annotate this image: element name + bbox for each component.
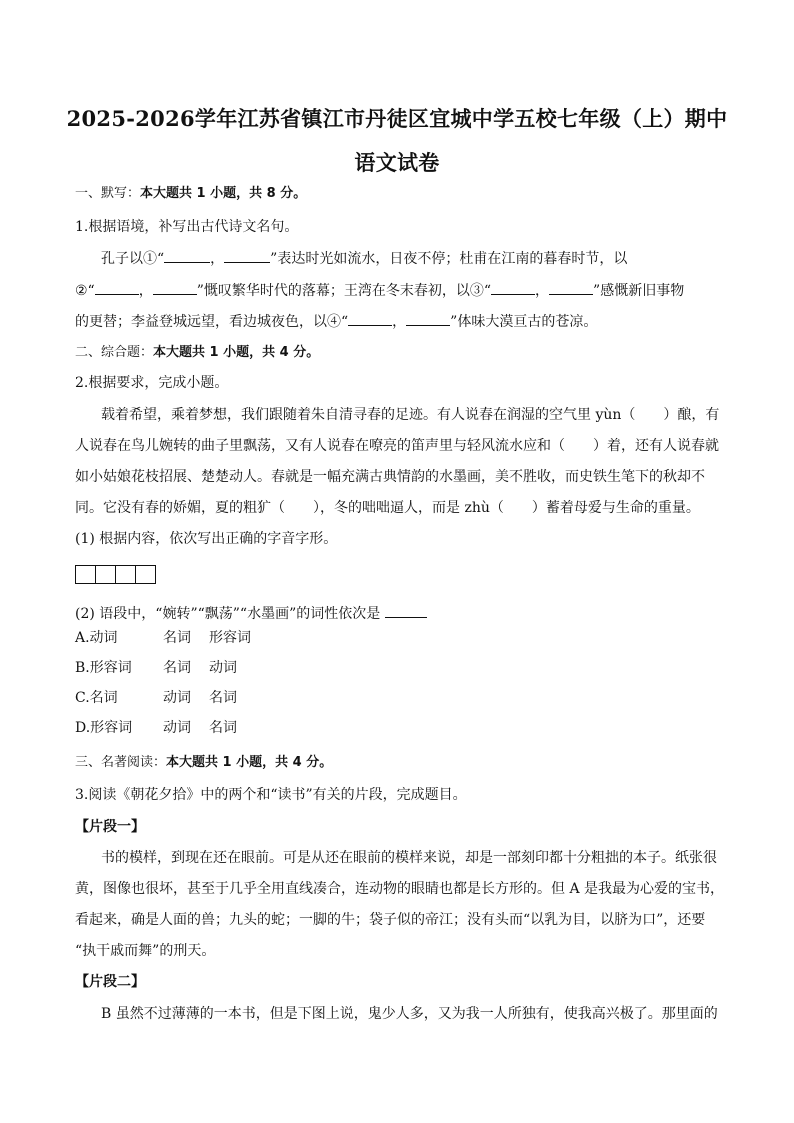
option-a[interactable] [75,628,251,648]
answer-box[interactable] [115,565,136,584]
passage-line: 载着希望，乘着梦想，我们跟随着朱自清寻春的足迹。有人说春在润湿的空气里 yùn（ ）酿，有 [101,407,720,423]
passage-line: 人说春在鸟儿婉转的曲子里飘荡，又有人说春在嘹亮的笛声里与轻风流水应和（ ）着，还有人说春就 [75,438,719,454]
text-segment: ， [392,314,407,330]
section-1-heading [75,184,306,204]
option-label: A.动词 [75,630,118,646]
text-segment: ”表达时光如流水，日夜不停；杜甫在江南的暮春时节，以 [270,251,628,267]
option-label: B.形容词 [75,660,132,676]
sub-question-1: (1) 根据内容，依次写出正确的字音字形。 [75,531,338,547]
answer-blank[interactable] [385,603,427,618]
text-segment: ， [138,283,153,299]
question-3-stem: 3.阅读《朝花夕拾》中的两个和“读书”有关的片段，完成题目。 [75,787,467,803]
text-segment: 的更替；李益登城远望，看边城夜色，以④“ [75,314,349,330]
option-word: 动词 [163,690,191,706]
section-2-number: 二、综合题： [75,345,154,360]
option-label: C.名词 [75,690,118,706]
passage-line: 同。它没有春的娇媚，夏的粗犷（ ），冬的咄咄逼人，而是 zhù（ ）蓄着母爱与生命的重量。 [75,500,700,516]
fragment-2-label: 【片段二】 [75,974,145,990]
option-c[interactable] [75,688,237,708]
answer-blank[interactable] [406,311,450,326]
fragment-line: B 虽然不过薄薄的一本书，但是下图上说，鬼少人多，又为我一人所独有，使我高兴极了。那里面的 [101,1006,718,1022]
section-3-number: 三、名著阅读： [75,755,167,770]
answer-blank[interactable] [491,280,535,295]
passage-line: 如小姑娘花枝招展、楚楚动人。春就是一幅充满古典情韵的水墨画，美不胜收，而史铁生笔下的秋却不 [75,469,705,485]
question-1-line-3 [75,311,597,332]
answer-box[interactable] [135,565,156,584]
answer-blank[interactable] [164,248,210,263]
option-d[interactable] [75,718,237,738]
answer-box[interactable] [95,565,116,584]
option-word: 动词 [163,720,191,736]
question-2-stem: 2.根据要求，完成小题。 [75,375,229,391]
answer-blank[interactable] [153,280,197,295]
text-segment: 孔子以①“ [101,251,165,267]
text-segment: ”体味大漠亘古的苍凉。 [450,314,598,330]
text-segment: ， [210,251,225,267]
text-segment: ”感慨新旧事物 [593,283,685,299]
text-segment: ， [535,283,550,299]
option-word: 名词 [209,690,237,706]
answer-blank[interactable] [95,280,139,295]
fragment-line: 黄，图像也很坏，甚至于几乎全用直线凑合，连动物的眼睛也都是长方形的。但 A 是我最为心爱的宝书， [75,881,725,897]
question-1-line-1 [101,248,627,269]
section-1-number: 一、默写： [75,186,141,201]
answer-boxes [75,565,155,584]
answer-blank[interactable] [224,248,270,263]
option-word: 名词 [163,630,191,646]
fragment-line: 书的模样，到现在还在眼前。可是从还在眼前的模样来说，却是一部刻印都十分粗拙的本子。纸张很 [101,850,717,866]
option-word: 名词 [209,720,237,736]
page-subtitle: 语文试卷 [354,150,440,175]
section-2-detail: 本大题共 1 小题，共 4 分。 [153,345,320,360]
answer-blank[interactable] [348,311,392,326]
section-3-detail: 本大题共 1 小题，共 4 分。 [166,755,333,770]
fragment-line: 看起来，确是人面的兽；九头的蛇；一脚的牛；袋子似的帝江；没有头而“以乳为目，以脐为口”，还要 [75,912,706,928]
option-word: 动词 [209,660,237,676]
text-segment: ”慨叹繁华时代的落幕；王湾在冬末春初，以③“ [196,283,492,299]
answer-blank[interactable] [549,280,593,295]
section-3-heading [75,753,332,773]
page-title: 2025-2026学年江苏省镇江市丹徒区宜城中学五校七年级（上）期中 [66,106,728,131]
option-b[interactable] [75,658,237,678]
answer-box[interactable] [75,565,96,584]
section-1-detail: 本大题共 1 小题，共 8 分。 [140,186,307,201]
fragment-line: “执干戚而舞”的刑天。 [75,943,216,959]
text-segment: (2) 语段中，“婉转”“飘荡”“水墨画”的词性依次是 [75,606,385,622]
section-2-heading [75,343,319,363]
question-1-line-2 [75,280,684,301]
question-1-stem: 1.根据语境，补写出古代诗文名句。 [75,219,299,235]
fragment-1-label: 【片段一】 [75,819,145,835]
option-word: 形容词 [209,630,251,646]
text-segment: ②“ [75,283,95,299]
sub-question-2 [75,603,427,624]
option-word: 名词 [163,660,191,676]
option-label: D.形容词 [75,720,133,736]
